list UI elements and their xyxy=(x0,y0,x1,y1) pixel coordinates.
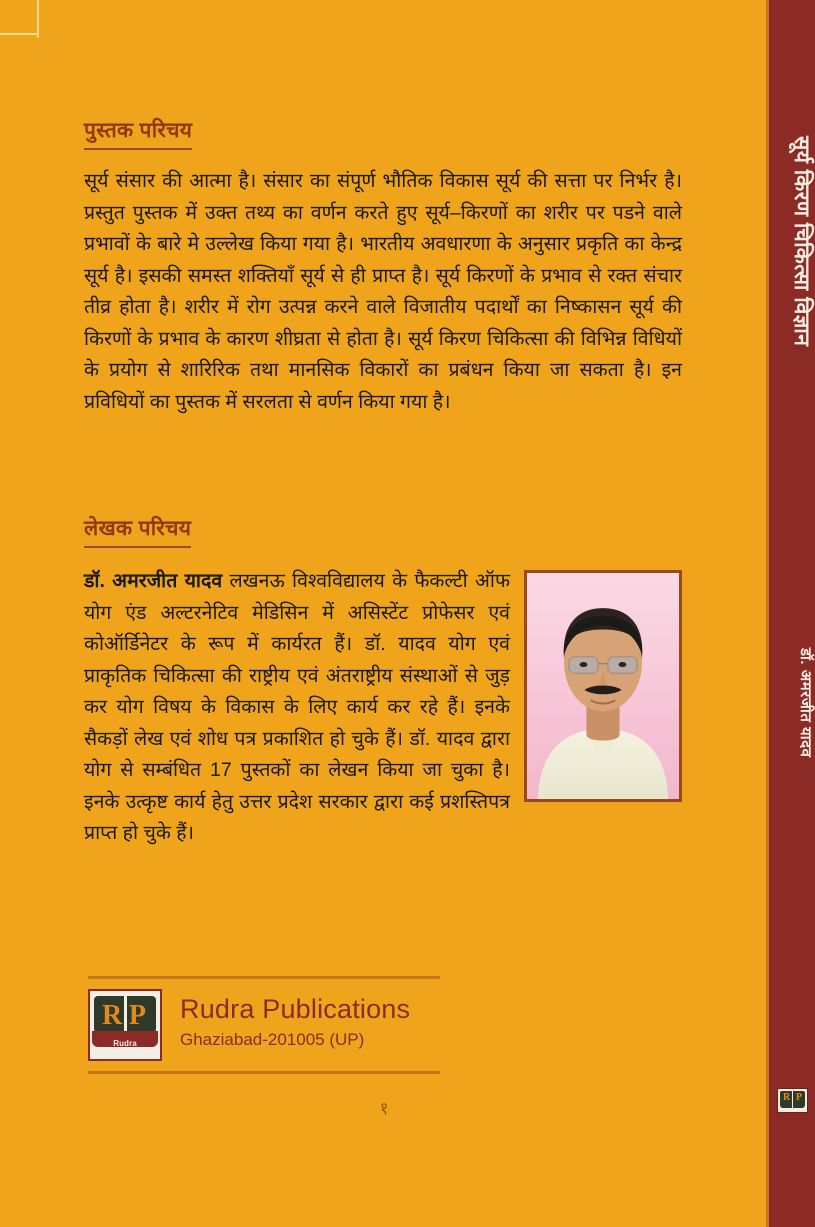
publisher-address: Ghaziabad-201005 (UP) xyxy=(180,1030,365,1049)
intro-section xyxy=(84,166,682,418)
logo-letter-p: P xyxy=(128,1000,146,1031)
author-name: डॉ. अमरजीत यादव xyxy=(84,570,223,592)
spine-publisher-logo-icon xyxy=(777,1088,808,1113)
crop-mark-horizontal xyxy=(0,33,38,35)
spine-title: सूर्य किरण चिकित्सा विज्ञान xyxy=(790,136,813,347)
book-spine xyxy=(769,0,815,1227)
intro-section-heading: पुस्तक परिचय xyxy=(84,116,192,150)
author-section xyxy=(84,566,682,850)
spine-logo-letter-p: P xyxy=(795,1092,802,1103)
publisher-text xyxy=(180,989,410,1052)
publisher-row xyxy=(88,989,440,1061)
publisher-name: Rudra Publications xyxy=(180,994,411,1024)
author-bio: लखनऊ विश्वविद्यालय के फैकल्टी ऑफ योग एंड अल्टरनेटिव मेडिसिन में असिस्टेंट प्रोफेसर एवं कोऑर्डिनेटर के रूप में कार्यरत हैं। डॉ. यादव योग एवं प्राकृतिक चिकित्सा की राष्ट्रीय एवं अंतराष्ट्रीय संस्थाओं से जुड़ कर योग विषय के विकास के लिए कार्य कर रहे हैं। इनके सैकड़ों लेख एवं शोध पत्र प्रकाशित हो चुके हैं। डॉ. यादव द्वारा योग से सम्बंधित 17 पुस्तकों का लेखन किया जा चुका है। इनके उत्कृष्ट कार्य हेतु उत्तर प्रदेश सरकार द्वारा कई प्रशस्तिपत्र प्राप्त हो चुके हैं। xyxy=(84,570,510,844)
intro-body-text: सूर्य संसार की आत्मा है। संसार का संपूर्ण भौतिक विकास सूर्य की सत्ता पर निर्भर है। प्रस्तुत पुस्तक में उक्त तथ्य का वर्णन करते हुए सूर्य–किरणों का शरीर पर पडने वाले प्रभावों के बारे मे उल्लेख किया गया है। भारतीय अवधारणा के अनुसार प्रकृति का केन्द्र सूर्य है। इसकी समस्त शक्तियाँ सूर्य से ही प्राप्त है। सूर्य किरणों के प्रभाव से रक्त संचार तीव्र होता है। शरीर में रोग उत्पन्न करने वाले विजातीय पदार्थों का निष्कासन सूर्य की किरणों के प्रभाव के कारण शीघ्रता से होता है। सूर्य किरण चिकित्सा की विभिन्न विधियों के प्रयोग से शारिरिक तथा मानसिक विकारों का प्रबंधन किया जा सकता है। इन प्रविधियों का पुस्तक में सरलता से वर्णन किया गया है। xyxy=(84,170,682,413)
publisher-logo-icon xyxy=(88,989,162,1061)
author-photo xyxy=(524,570,682,802)
author-section-heading: लेखक परिचय xyxy=(84,514,191,548)
spine-logo-letter-r: R xyxy=(783,1092,791,1103)
logo-letter-r: R xyxy=(102,1000,123,1031)
page-number: १ xyxy=(379,1099,389,1118)
author-portrait-image xyxy=(527,573,679,799)
spine-author: डॉ. अमरजीत यादव xyxy=(797,648,814,758)
logo-caption: Rudra Publications xyxy=(100,1039,150,1057)
author-portrait-svg xyxy=(527,573,679,799)
publisher-block xyxy=(88,976,440,1074)
